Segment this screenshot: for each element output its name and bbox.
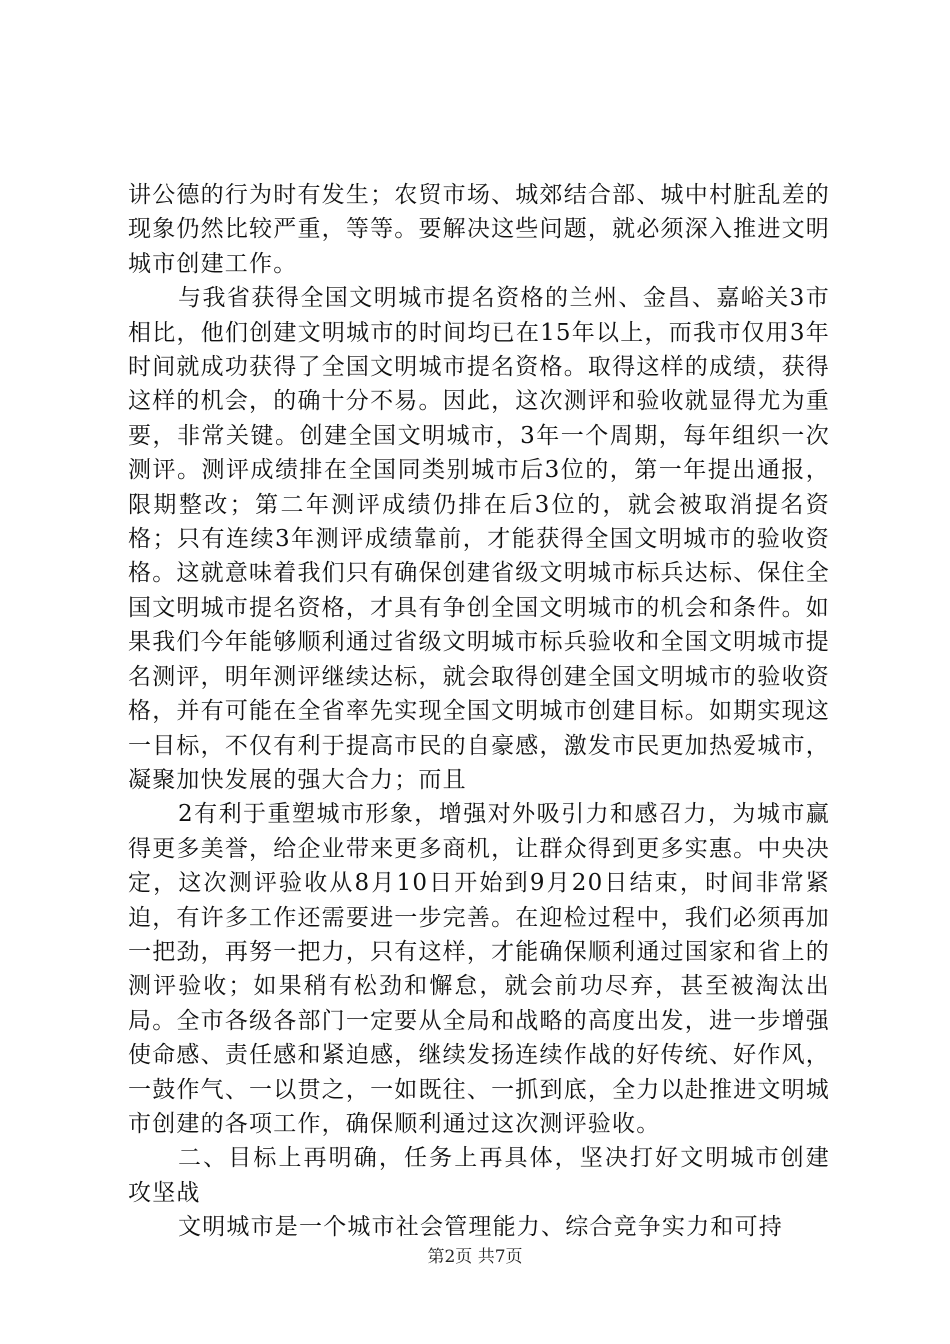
paragraph-4: 文明城市是一个城市社会管理能力、综合竞争实力和可持 bbox=[178, 1214, 783, 1241]
page-number-footer: 第2页 共7页 bbox=[427, 1247, 523, 1267]
paragraph-2: 与我省获得全国文明城市提名资格的兰州、金昌、嘉峪关3市相比，他们创建文明城市的时间均已在15年以上，而我市仅用3年时间就成功获得了全国文明城市提名资格。取得这样的成绩，获得这样的机会，的确十分不易。因此，这次测评和验收就显得尤为重要，非常关键。创建全国文明城市，3年一个周期，每年组织一次测评。测评成绩排在全国同类别城市后3位的，第一年提出通报，限期整改；第二年测评成绩仍排在后3位的，就会被取消提名资格；只有连续3年测评成绩靠前，才能获得全国文明城市的验收资格。这就意味着我们只有确保创建省级文明城市标兵达标、保住全国文明城市提名资格，才具有争创全国文明城市的机会和条件。如果我们今年能够顺利通过省级文明城市标兵验收和全国文明城市提名测评，明年测评继续达标，就会取得创建全国文明城市的验收资格，并有可能在全省率先实现全国文明城市创建目标。如期实现这一目标，不仅有利于提高市民的自豪感，激发市民更加热爱城市，凝聚加快发展的强大合力；而且 bbox=[128, 285, 830, 793]
paragraph-3: 2有利于重塑城市形象，增强对外吸引力和感召力，为城市赢得更多美誉，给企业带来更多商机，让群众得到更多实惠。中央决定，这次测评验收从8月10日开始到9月20日结束，时间非常紧迫，有许多工作还需要进一步完善。在迎检过程中，我们必须再加一把劲，再努一把力，只有这样，才能确保顺利通过国家和省上的测评验收；如果稍有松劲和懈怠，就会前功尽弃，甚至被淘汰出局。全市各级各部门一定要从全局和战略的高度出发，进一步增强使命感、责任感和紧迫感，继续发扬连续作战的好传统、好作风，一鼓作气、一以贯之，一如既往、一抓到底，全力以赴推进文明城市创建的各项工作，确保顺利通过这次测评验收。 bbox=[128, 801, 830, 1137]
paragraph-1: 讲公德的行为时有发生；农贸市场、城郊结合部、城中村脏乱差的现象仍然比较严重，等等。要解决这些问题，就必须深入推进文明城市创建工作。 bbox=[128, 182, 830, 277]
section-heading-2: 二、目标上再明确，任务上再具体，坚决打好文明城市创建攻坚战 bbox=[128, 1145, 830, 1206]
document-body bbox=[128, 178, 830, 1245]
